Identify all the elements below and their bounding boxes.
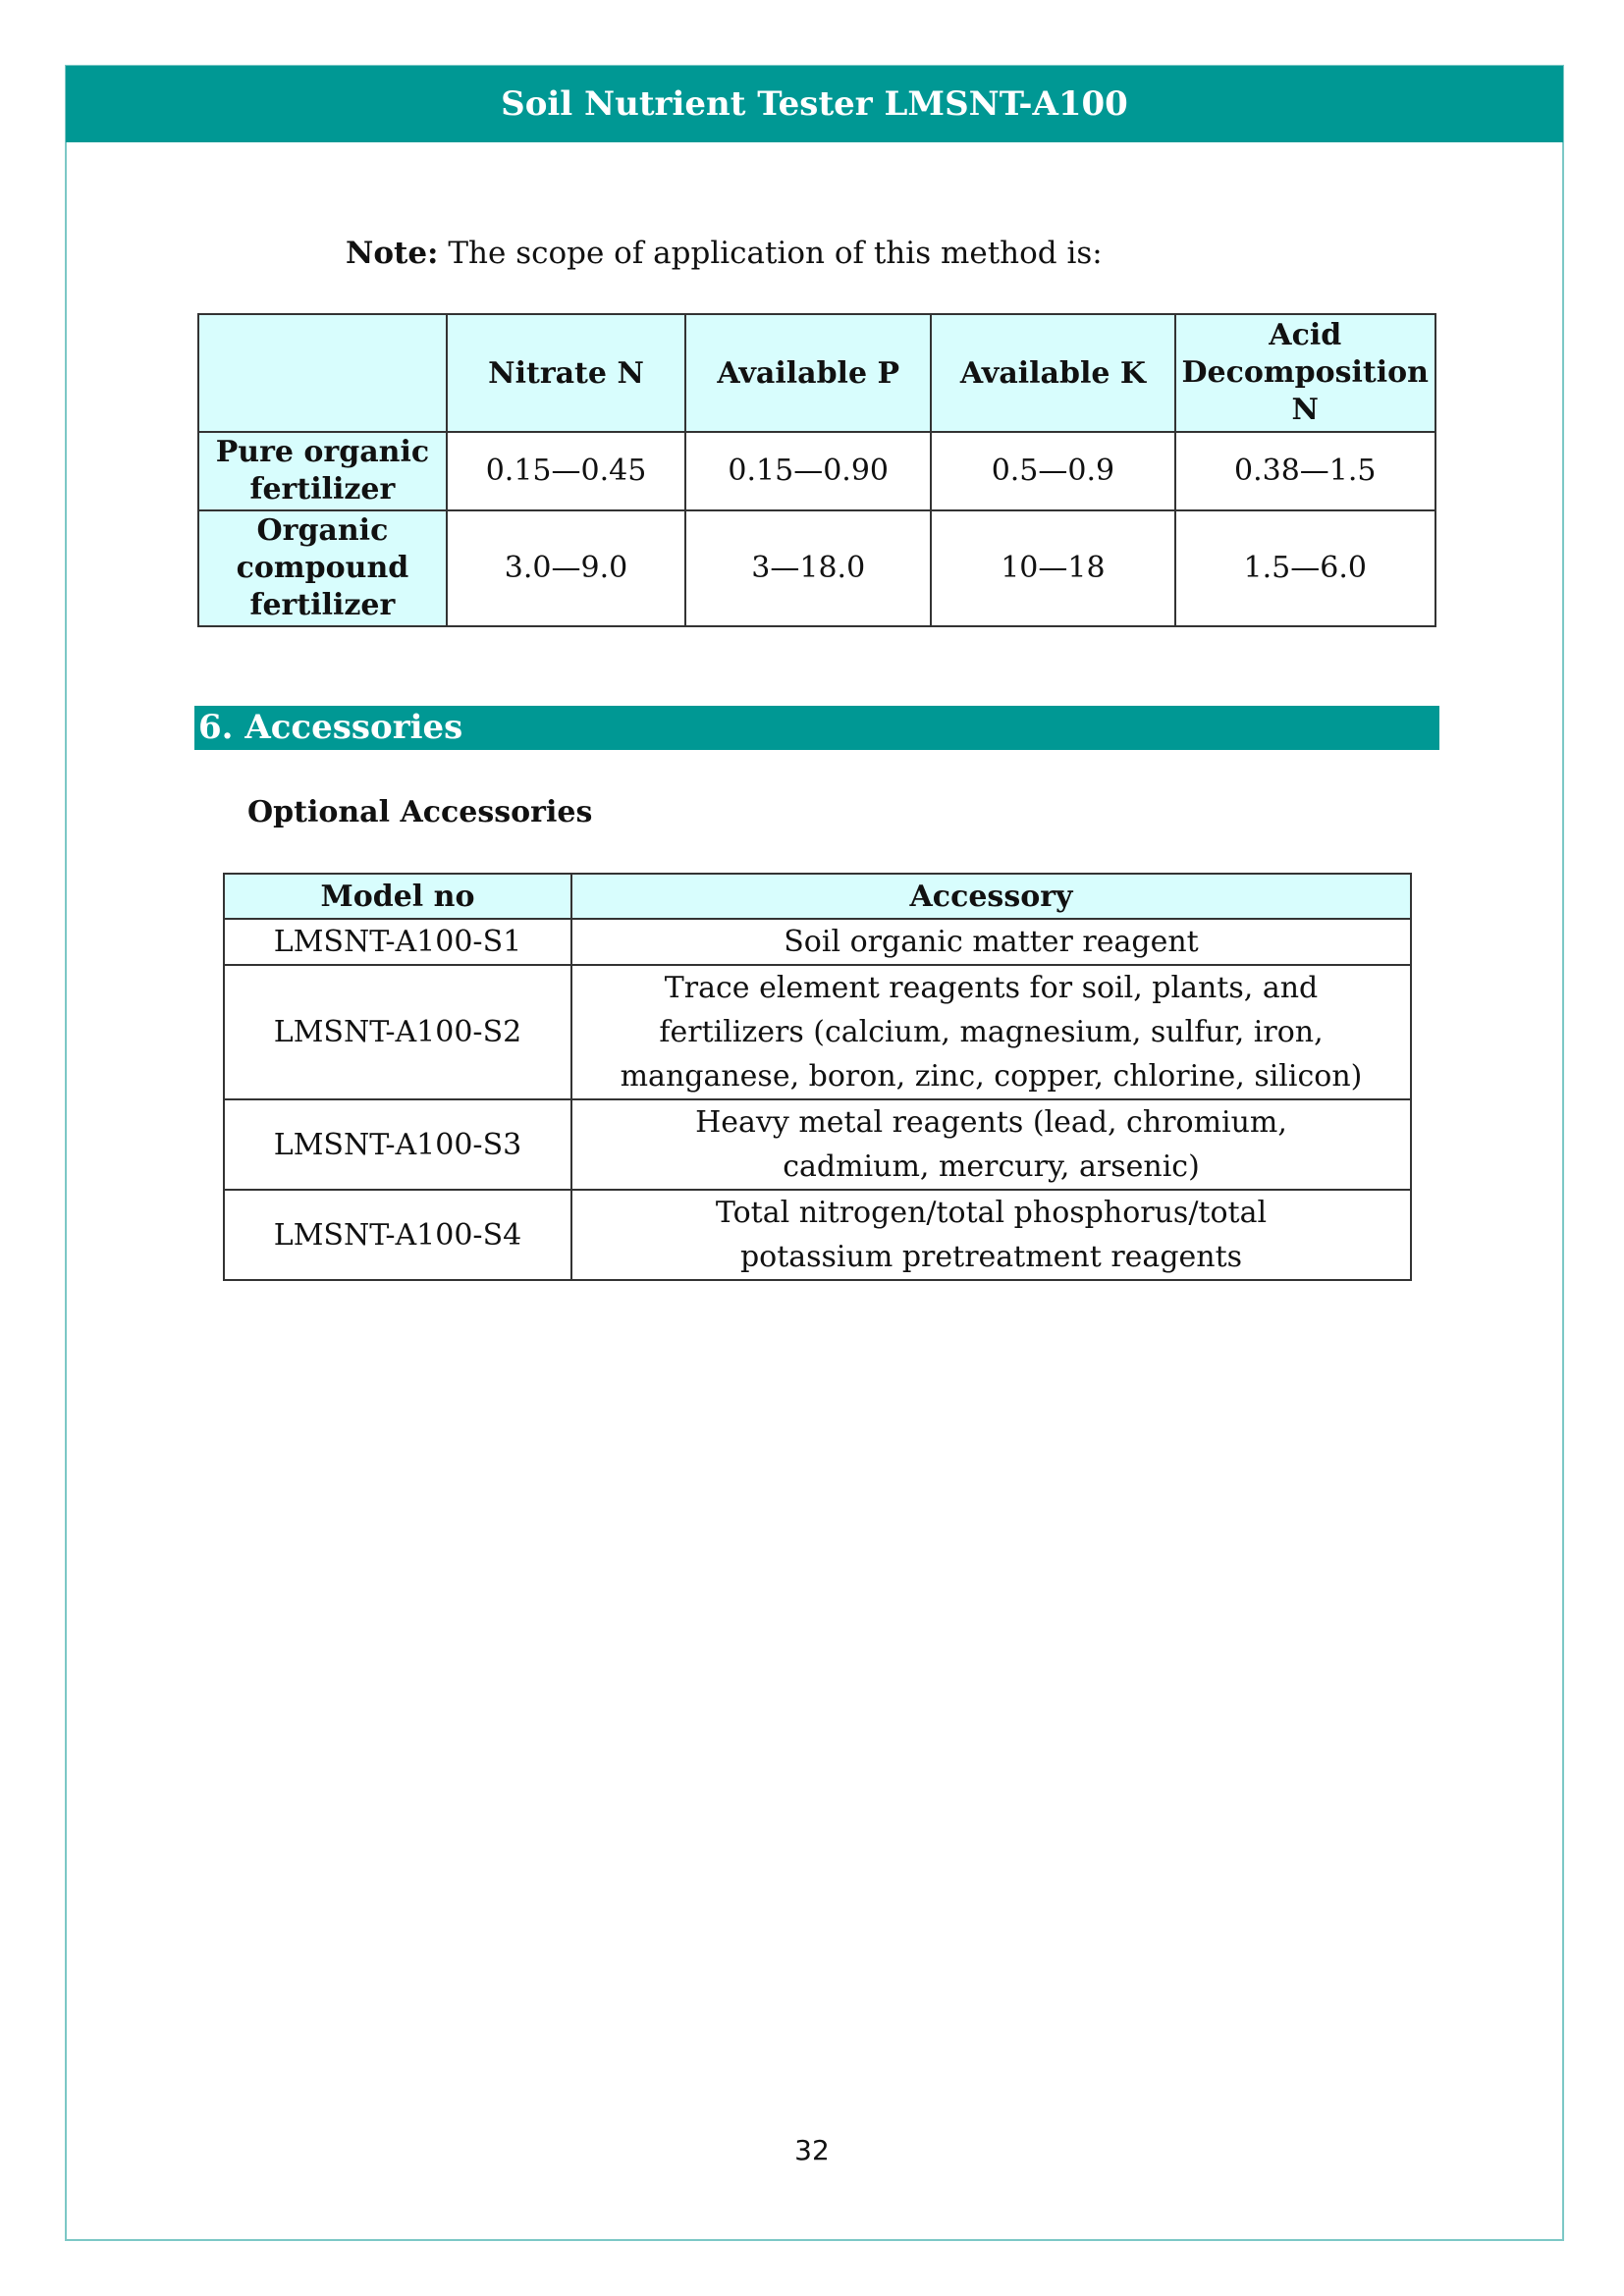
table-cell: 3—18.0 (685, 510, 931, 626)
scope-col-empty (198, 314, 447, 432)
table-row (224, 965, 1411, 1099)
table-cell: 0.38—1.5 (1175, 432, 1435, 510)
scope-col-available-p: Available P (685, 314, 931, 432)
accessories-header-row (224, 874, 1411, 919)
subheading: Optional Accessories (247, 795, 593, 829)
page-header-title: Soil Nutrient Tester LMSNT-A100 (66, 66, 1563, 142)
table-cell: 0.15—0.90 (685, 432, 931, 510)
col-accessory: Accessory (571, 874, 1411, 919)
col-model-no: Model no (224, 874, 571, 919)
note-text: The scope of application of this method is: (438, 236, 1103, 271)
page-number: 32 (794, 2134, 830, 2166)
model-cell: LMSNT-A100-S2 (224, 965, 571, 1099)
table-cell: 10—18 (931, 510, 1174, 626)
row-label: Organic compound fertilizer (198, 510, 447, 626)
note-label: Note: (346, 236, 439, 271)
table-row (224, 919, 1411, 965)
table-row (224, 1099, 1411, 1190)
scope-table-header-row (198, 314, 1435, 432)
accessory-cell: Total nitrogen/total phosphorus/total potassium pretreatment reagents (571, 1190, 1411, 1280)
accessories-table (223, 873, 1412, 1281)
table-cell: 0.5—0.9 (931, 432, 1174, 510)
table-cell: 0.15—0.45 (447, 432, 685, 510)
scope-col-available-k: Available K (931, 314, 1174, 432)
model-cell: LMSNT-A100-S4 (224, 1190, 571, 1280)
section-title: 6. Accessories (194, 706, 1439, 750)
scope-col-nitrate: Nitrate N (447, 314, 685, 432)
table-row (198, 510, 1435, 626)
table-cell: 1.5—6.0 (1175, 510, 1435, 626)
model-cell: LMSNT-A100-S3 (224, 1099, 571, 1190)
accessory-cell: Trace element reagents for soil, plants, and fertilizers (calcium, magnesium, sulfur, iron, manganese, boron, zinc, copper, chlorine, silicon) (571, 965, 1411, 1099)
table-row (224, 1190, 1411, 1280)
scope-table (197, 313, 1436, 627)
table-cell: 3.0—9.0 (447, 510, 685, 626)
table-row (198, 432, 1435, 510)
accessory-cell: Heavy metal reagents (lead, chromium, cadmium, mercury, arsenic) (571, 1099, 1411, 1190)
note-paragraph (346, 236, 1103, 271)
accessory-cell: Soil organic matter reagent (571, 919, 1411, 965)
model-cell: LMSNT-A100-S1 (224, 919, 571, 965)
scope-col-acid-n: Acid Decomposition N (1175, 314, 1435, 432)
row-label: Pure organic fertilizer (198, 432, 447, 510)
